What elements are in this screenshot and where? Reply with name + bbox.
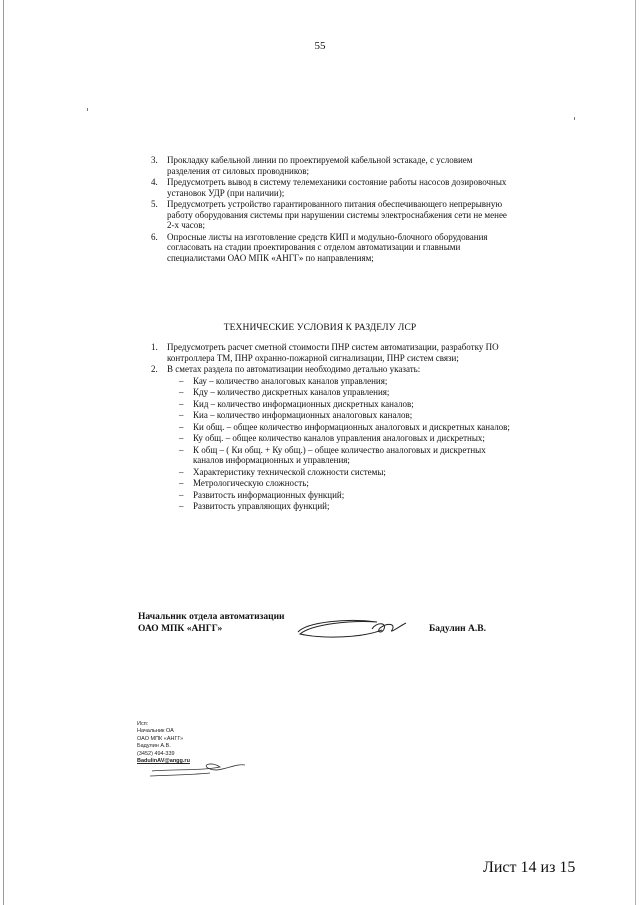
bullet-dash: –	[179, 489, 184, 500]
bullet-dash: –	[179, 466, 184, 477]
sheet-counter: Лист 14 из 15	[483, 859, 576, 876]
executor-phone: (3452) 494-339	[137, 750, 175, 757]
bullet-item	[179, 422, 516, 433]
list-item	[151, 199, 516, 231]
list-item	[151, 155, 516, 176]
executor-position: Начальник ОА	[137, 728, 174, 735]
bullet-text: Кид – количество информационных дискретных каналов;	[193, 398, 414, 409]
executor-signature	[150, 755, 250, 777]
bullet-dash: –	[179, 444, 184, 455]
item-text: Предусмотреть вывод в систему телемеханики состояние работы насосов дозировочных установок УДР (при наличии);	[167, 177, 507, 198]
signatory-block	[138, 611, 285, 635]
item-number: 6.	[151, 231, 158, 242]
bullet-text: К общ – ( Ки общ. + Ку общ.) – общее количество аналоговых и дискретных каналов информационных и управления;	[193, 444, 486, 465]
bullet-dash: –	[179, 410, 184, 420]
page-number: 55	[314, 40, 326, 52]
item-text: Предусмотреть устройство гарантированного питания обеспечивающего непрерывную работу оборудования системы при нарушении системы электроснабжения сети не менее 2-х часов;	[167, 199, 507, 230]
bullet-list	[179, 376, 516, 512]
bullet-item	[179, 376, 516, 387]
bullet-text: Ки общ. – общее количество информационных аналоговых и дискретных каналов;	[193, 421, 510, 432]
executor-email: BadulinAV@angg.ru	[137, 758, 190, 765]
scan-edge-right	[635, 0, 636, 905]
bullet-item	[179, 433, 516, 444]
requirements-list	[151, 155, 516, 264]
bullet-text: Развитость информационных функций;	[193, 489, 345, 500]
bullet-item	[179, 490, 516, 501]
bullet-item	[179, 387, 516, 398]
bullet-text: Развитость управляющих функций;	[193, 501, 330, 511]
bullet-dash: –	[179, 421, 184, 432]
section-title: ТЕХНИЧЕСКИЕ УСЛОВИЯ К РАЗДЕЛУ ЛСР	[223, 323, 417, 333]
bullet-dash: –	[179, 501, 184, 511]
bullet-text: Ку общ. – общее количество каналов управления аналоговых и дискретных;	[193, 433, 485, 443]
list-item	[151, 364, 516, 512]
bullet-text: Кду – количество дискретных каналов управления;	[193, 387, 390, 397]
bullet-dash: –	[179, 478, 184, 488]
handwritten-signature	[292, 612, 412, 642]
bullet-text: Характеристику технической сложности системы;	[193, 466, 386, 477]
item-number: 4.	[151, 177, 158, 187]
signer-name: Бадулин А.В.	[429, 624, 486, 634]
item-text: Предусмотреть расчет сметной стоимости ПНР систем автоматизации, разработку ПО контроллера ТМ, ПНР охранно-пожарной сигнализации, ПНР систем связи;	[167, 342, 499, 363]
bullet-item	[179, 399, 516, 410]
item-number: 5.	[151, 199, 158, 209]
bullet-item	[179, 501, 516, 512]
bullet-dash: –	[179, 387, 184, 397]
signatory-position: Начальник отдела автоматизации	[138, 612, 285, 622]
executor-name: Бадулин А.В.	[137, 743, 171, 750]
bullet-item	[179, 410, 516, 421]
item-text: Опросные листы на изготовление средств КИП и модульно-блочного оборудования согласовать на стадии проектирования с отделом автоматизации и главными специалистами ОАО МПК «АНГГ» по направлениям;	[167, 231, 488, 263]
lsr-requirements-list	[151, 342, 516, 513]
scan-speck	[574, 117, 575, 120]
scan-edge-left	[3, 0, 4, 905]
bullet-item	[179, 467, 516, 478]
bullet-item	[179, 478, 516, 489]
bullet-text: Метрологическую сложность;	[193, 478, 309, 488]
item-number: 3.	[151, 155, 158, 165]
bullet-text: Киа – количество информационных аналоговых каналов;	[193, 410, 413, 420]
item-number: 1.	[151, 342, 158, 352]
bullet-text: Кау – количество аналоговых каналов управления;	[193, 375, 388, 386]
item-text: В сметах раздела по автоматизации необходимо детально указать:	[167, 364, 421, 374]
bullet-dash: –	[179, 375, 184, 386]
bullet-item	[179, 445, 516, 466]
item-number: 2.	[151, 364, 158, 374]
scan-speck	[87, 108, 88, 111]
list-item	[151, 342, 516, 363]
signatory-organization: ОАО МПК «АНГГ»	[138, 624, 223, 634]
list-item	[151, 232, 516, 264]
executor-label: Исп:	[137, 721, 149, 727]
bullet-dash: –	[179, 398, 184, 409]
executor-organization: ОАО МПК «АНГГ»	[137, 735, 184, 742]
list-item	[151, 177, 516, 198]
bullet-dash: –	[179, 433, 184, 443]
item-text: Прокладку кабельной линии по проектируемой кабельной эстакаде, с условием разделения от силовых проводников;	[167, 155, 473, 176]
